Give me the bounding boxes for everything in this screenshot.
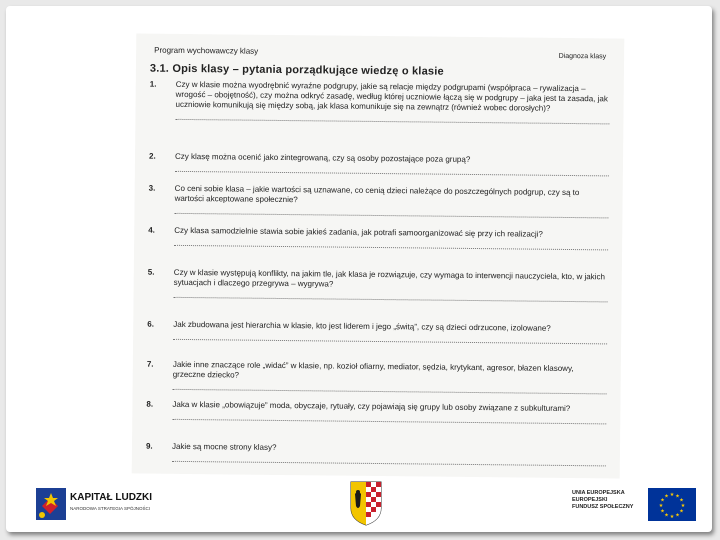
- question-text: Czy klasa samodzielnie stawia sobie jakieś zadania, jak potrafi samoorganizować się przy ich realizacji?: [174, 225, 543, 239]
- svg-text:★: ★: [679, 508, 684, 515]
- scanned-document: [132, 33, 625, 478]
- eu-line-2: EUROPEJSKI: [572, 497, 608, 503]
- question-text: Jaka w klasie „obowiązuje” moda, obyczaje, rytuały, czy pojawiają się grupy lub osoby związane z subkulturami?: [172, 399, 571, 414]
- kapital-ludzki-logo: [36, 484, 176, 528]
- svg-text:★: ★: [675, 493, 680, 500]
- svg-text:★: ★: [660, 508, 665, 515]
- svg-text:★: ★: [660, 497, 665, 504]
- kapital-ludzki-title: KAPITAŁ LUDZKI: [70, 492, 153, 503]
- question-5: [148, 268, 608, 303]
- question-3: [148, 184, 608, 219]
- question-2: [149, 152, 609, 177]
- kapital-ludzki-subtitle: NARODOWA STRATEGIA SPÓJNOŚCI: [70, 506, 151, 511]
- question-number: 6.: [147, 319, 154, 329]
- section-title: 3.1. Opis klasy – pytania porządkujące wiedzę o klasie: [149, 62, 444, 78]
- question-number: 3.: [148, 183, 156, 193]
- question-7: [147, 360, 607, 395]
- question-number: 7.: [146, 359, 154, 369]
- svg-text:★: ★: [675, 512, 680, 519]
- question-number: 2.: [148, 151, 156, 161]
- svg-text:★: ★: [680, 503, 686, 509]
- kapital-ludzki-emblem-icon: [36, 488, 66, 520]
- question-8: [146, 400, 606, 425]
- eu-line-1: UNIA EUROPEJSKA: [572, 490, 625, 496]
- question-1: [149, 80, 609, 125]
- question-text: Jak zbudowana jest hierarchia w klasie, kto jest liderem i jego „świtą”, czy są dzieci odrzucone, izolowane?: [173, 319, 551, 333]
- eu-line-3: FUNDUSZ SPOŁECZNY: [572, 504, 634, 510]
- question-number: 4.: [148, 225, 155, 235]
- eu-caption: [572, 490, 646, 511]
- svg-text:★: ★: [679, 497, 684, 504]
- svg-text:★: ★: [669, 492, 675, 498]
- document-header-left: Program wychowawczy klasy: [154, 45, 259, 56]
- question-text: Jakie są mocne strony klasy?: [171, 441, 277, 452]
- question-6: [147, 320, 607, 345]
- svg-text:★: ★: [669, 514, 675, 520]
- question-text: Jakie inne znaczące role „widać” w klasie, np. kozioł ofiarny, mediator, sędzia, krytykant, agresor, błazen klasowy, grzeczne dziecko?: [172, 359, 574, 380]
- question-text: Czy w klasie można wyodrębnić wyraźne podgrupy, jakie są relacje między podgrupami (współpraca – rywalizacja – wrogość – obojętność), czy można odkryć zasadę, według której uczniowie łączą się w podgrupy – jaka jest ta zasada, jak uczniowie komunikują się między sobą, jak klasa komunikuje się na zewnątrz (również wobec dorosłych)?: [175, 79, 608, 113]
- svg-text:★: ★: [664, 512, 669, 519]
- svg-text:★: ★: [664, 493, 669, 500]
- question-number: 9.: [145, 441, 153, 451]
- eu-flag-icon: [648, 488, 696, 521]
- question-text: Co ceni sobie klasa – jakie wartości są uznawane, co cenią dzieci należące do poszczególnych podgrup, czy są to wartości akceptowane społecznie?: [174, 183, 580, 205]
- svg-text:★: ★: [658, 503, 664, 509]
- question-number: 5.: [147, 267, 155, 277]
- question-text: Czy klasę można ocenić jako zintegrowaną, czy są osoby pozostające poza grupą?: [174, 151, 471, 164]
- question-9: [146, 442, 606, 467]
- question-text: Czy w klasie występują konflikty, na jakim tle, jak klasa je rozwiązuje, czy wymaga to interwencji nauczyciela, kto, w jakich sytuacjach i dlaczego przegrywa – wygrywa?: [173, 267, 605, 289]
- voivodeship-crest-icon: [349, 480, 383, 526]
- question-number: 1.: [149, 79, 157, 89]
- question-number: 8.: [146, 399, 154, 409]
- slide: [6, 6, 712, 532]
- question-4: [148, 226, 608, 251]
- document-header-right: Diagnoza klasy: [558, 52, 607, 61]
